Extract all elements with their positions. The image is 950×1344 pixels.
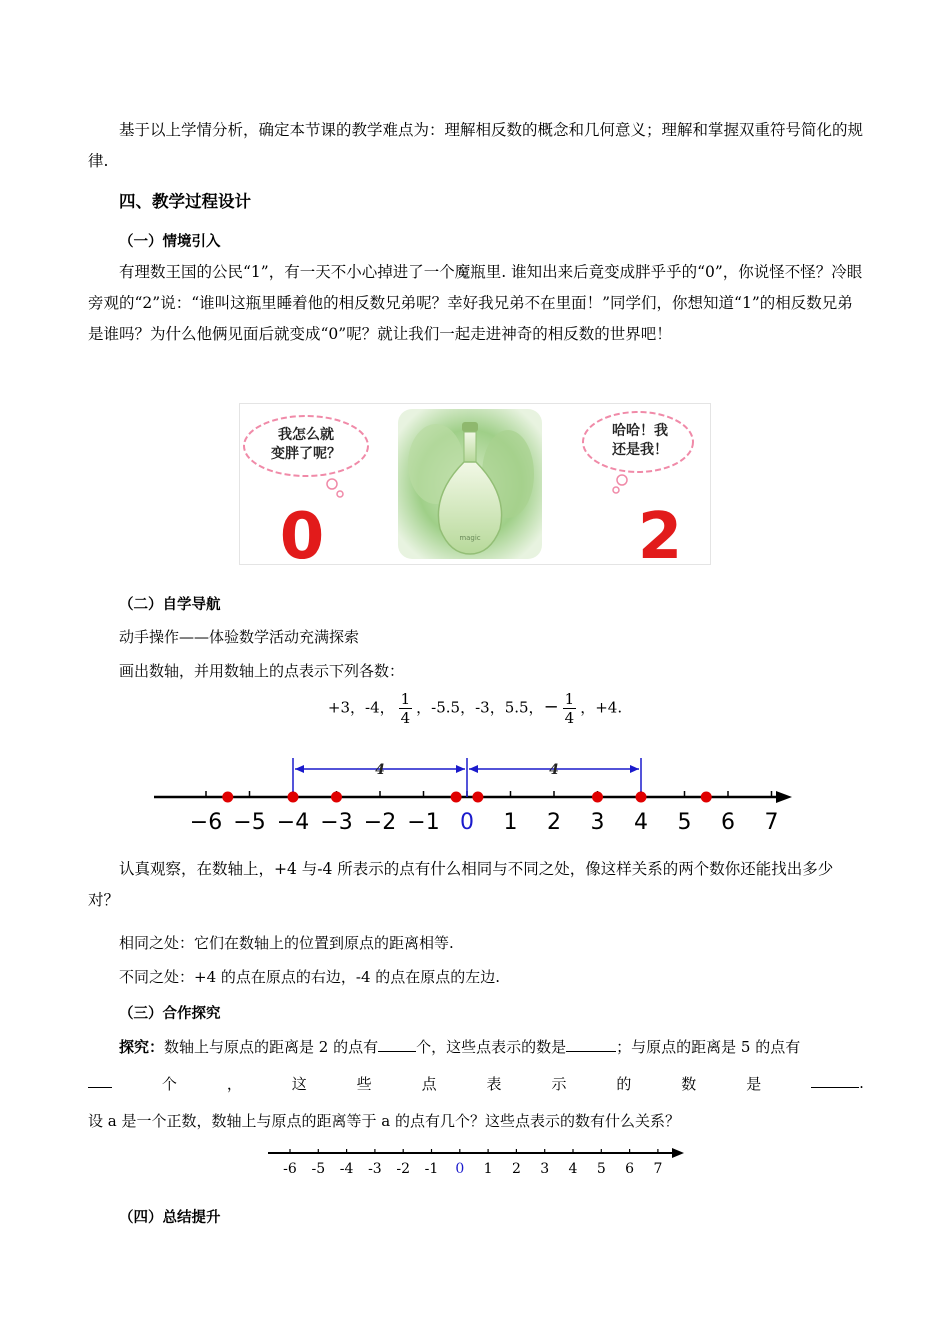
tick-label: 0	[460, 810, 474, 835]
subsection-title-intro: （一）情境引入	[119, 234, 221, 250]
blank-count-5[interactable]	[88, 1073, 112, 1088]
observe-paragraph: 认真观察，在数轴上，+4 与-4 所表示的点有什么相同与不同之处，像这样关系的两个数你还能找出多少对？	[88, 860, 834, 909]
right-big-number: 2	[637, 500, 683, 564]
intro-paragraph: 基于以上学情分析，确定本节课的教学难点为：理解相反数的概念和几何意义；理解和掌握双重符号简化的规律.	[88, 121, 864, 170]
word: 是	[746, 1075, 762, 1093]
tick-label: 3	[540, 1161, 550, 1177]
data-point	[331, 792, 342, 803]
data-point	[451, 792, 462, 803]
tick-label: −3	[320, 810, 353, 835]
tick-label: −5	[233, 810, 266, 835]
explore-line3: 设 a 是一个正数，数轴上与原点的距离等于 a 的点有几个？这些点表示的数有什么关系？	[88, 1112, 680, 1130]
tick-label: −4	[276, 810, 310, 835]
tick-label: 1	[483, 1161, 493, 1177]
tick-label: -3	[368, 1161, 382, 1177]
subsection-title-explore: （三）合作探究	[119, 1006, 221, 1022]
explore-text-2: 个，这些点表示的数是	[416, 1038, 567, 1056]
data-point	[472, 792, 483, 803]
subsection-title-summary: （四）总结提升	[119, 1210, 221, 1226]
right-bubble-line2: 还是我！	[612, 442, 668, 458]
tick-label: -2	[396, 1161, 411, 1177]
tick-label: 3	[590, 810, 605, 835]
number-list	[0, 690, 950, 727]
left-thought-bubble	[244, 416, 368, 497]
tick-label: 4	[568, 1161, 578, 1177]
right-bubble-line1: 哈哈！我	[612, 423, 668, 439]
word: ，	[226, 1075, 242, 1093]
tick-label: -4	[339, 1161, 354, 1177]
arrowhead	[469, 765, 478, 773]
negative-sign: −	[543, 696, 559, 718]
distance-label-right: 4	[549, 762, 559, 778]
tick-label: −6	[189, 810, 223, 835]
subsection-title-selfstudy: （二）自学导航	[119, 597, 221, 613]
tick-label: 5	[596, 1161, 606, 1177]
left-bubble-line2: 变胖了呢？	[271, 446, 341, 462]
magic-bottle-illustration	[239, 403, 711, 565]
number-line-small	[262, 1140, 692, 1180]
data-point	[288, 792, 299, 803]
tick-label: −2	[363, 810, 397, 835]
word: 数	[681, 1075, 697, 1093]
tick-label: 4	[634, 810, 648, 835]
axis-arrow	[776, 791, 792, 803]
word: 个	[161, 1075, 177, 1093]
explore-label: 探究：	[119, 1038, 165, 1056]
data-point	[592, 792, 603, 803]
blank-count-2[interactable]	[378, 1037, 416, 1052]
right-thought-bubble	[583, 412, 693, 493]
blank-values-2[interactable]	[566, 1037, 616, 1052]
tick-label: 5	[677, 810, 692, 835]
data-point	[701, 792, 712, 803]
story-paragraph: 有理数王国的公民“1”，有一天不小心掉进了一个魔瓶里. 谁知出来后竟变成胖乎乎的“0”，你说怪不怪？冷眼旁观的“2”说：“谁叫这瓶里睡着他的相反数兄弟呢？幸好我兄弟不在里面！”同学们，你想知道“1”的相反数兄弟是谁吗？为什么他俩见面后就变成“0”呢？就让我们一起走进神奇的相反数的世界吧！	[88, 263, 863, 343]
tick-label: 6	[721, 810, 735, 835]
task-line: 画出数轴，并用数轴上的点表示下列各数：	[119, 662, 405, 680]
tick-label: 6	[625, 1161, 635, 1177]
numbers-part-b: ，-5.5，-3，5.5，	[416, 698, 544, 717]
axis-arrow	[672, 1148, 684, 1158]
tick-label: -1	[424, 1161, 439, 1177]
activity-line: 动手操作——体验数学活动充满探索	[119, 628, 360, 646]
explore-text-3: ；与原点的距离是 5 的点有	[616, 1038, 801, 1056]
word: 点	[421, 1075, 437, 1093]
distance-label-left: 4	[375, 762, 385, 778]
numbers-part-c: ，+4.	[580, 698, 623, 717]
explore-line2	[88, 1073, 864, 1094]
left-big-number: 0	[279, 500, 325, 564]
section-title-teaching-process: 四、教学过程设计	[119, 192, 251, 211]
word: 的	[616, 1075, 632, 1093]
left-bubble-line1: 我怎么就	[278, 427, 334, 443]
bottle-label: magic	[459, 534, 481, 542]
arrowhead	[456, 765, 465, 773]
data-point	[222, 792, 233, 803]
word: 些	[356, 1075, 372, 1093]
same-point-line: 相同之处：它们在数轴上的位置到原点的距离相等.	[119, 934, 454, 952]
tick-label: −1	[407, 810, 440, 835]
arrowhead	[295, 765, 304, 773]
tick-label: 2	[547, 810, 561, 835]
tick-label: 1	[503, 810, 518, 835]
explore-line1	[119, 1036, 800, 1057]
number-line-main	[140, 750, 810, 840]
blank-values-5[interactable]	[811, 1073, 859, 1088]
arrowhead	[630, 765, 639, 773]
word: 示	[551, 1075, 567, 1093]
explore-text-1: 数轴上与原点的距离是 2 的点有	[164, 1038, 379, 1056]
tick-label: 2	[511, 1161, 521, 1177]
tick-label: 0	[455, 1161, 465, 1177]
different-point-line: 不同之处：+4 的点在原点的右边，-4 的点在原点的左边.	[119, 968, 501, 986]
fraction-one-quarter: $\frac{1}{4}$	[400, 690, 411, 727]
period: .	[859, 1074, 864, 1092]
tick-label: 7	[764, 810, 779, 835]
data-point	[636, 792, 647, 803]
word: 这	[291, 1075, 307, 1093]
tick-label: -5	[311, 1161, 326, 1177]
magic-bottle	[398, 409, 542, 559]
tick-label: 7	[653, 1161, 663, 1177]
tick-label: -6	[283, 1161, 297, 1177]
fraction-neg-one-quarter: $\frac{1}{4}$	[564, 690, 575, 727]
numbers-part-a: +3，-4，	[327, 698, 395, 717]
word: 表	[486, 1075, 502, 1093]
